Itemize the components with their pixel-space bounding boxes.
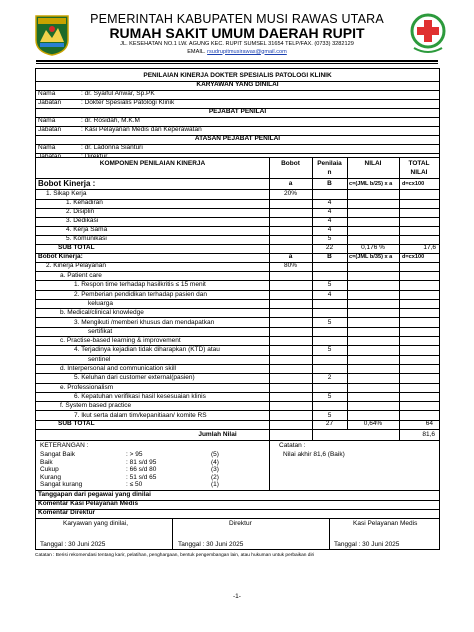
label: 2. Kinerja Pelayanan	[46, 262, 106, 269]
label: d. Interpersonal and communication skill	[60, 365, 176, 372]
legend-score: (3)	[211, 466, 219, 474]
header-rule-thin	[36, 63, 438, 64]
signer-kasi-date: Tanggal : 30 Juni 2025	[334, 541, 400, 548]
page-number: -1-	[233, 593, 241, 600]
label: Tanggapan dari pegawai yang dinilai	[38, 491, 151, 498]
label: f. System based practice	[60, 402, 132, 410]
label: SUB TOTAL	[58, 244, 95, 251]
label: e. Professionalism	[60, 383, 114, 391]
total: 64	[425, 420, 433, 427]
legend-label: Kurang	[40, 473, 61, 481]
legend-score: (2)	[211, 473, 219, 481]
formula-d: d=cx100	[402, 181, 425, 187]
score: 22	[325, 244, 334, 251]
formula-c: c=(JML b/25) x a	[349, 181, 393, 187]
col-divider	[172, 518, 173, 549]
label: Nama	[38, 144, 56, 151]
score: 27	[325, 420, 334, 427]
col-divider	[347, 158, 348, 429]
legend-label: Sangat Baik	[40, 451, 76, 458]
label: 5. Komunikasi	[66, 235, 107, 242]
value: : Dokter Spesialis Patologi Klinik	[81, 99, 175, 106]
total: 17,6	[423, 244, 436, 251]
legend-label: Sangat kurang	[40, 481, 83, 489]
col-divider	[312, 158, 313, 440]
col-bobot: Bobot	[281, 160, 300, 167]
letterhead	[0, 0, 474, 64]
label: sertifikat	[88, 327, 113, 335]
score	[312, 401, 347, 410]
label: 4. Kerja Sama	[66, 226, 108, 233]
score: 5	[327, 235, 332, 242]
score	[312, 308, 347, 317]
keterangan-label: KETERANGAN :	[40, 442, 89, 449]
label: 2. Disiplin	[66, 208, 95, 215]
col-penilaian-1: Penilaia	[317, 160, 342, 167]
score	[312, 336, 347, 345]
label: b. Medical/clinical knowledge	[60, 309, 144, 317]
email-label: EMAIL.	[187, 48, 208, 55]
score: 4	[327, 290, 332, 298]
nilai: 0,64%	[363, 420, 383, 427]
form-title-text: PENILAIAN KINERJA DOKTER SPESIALIS PATOLOGI KLINIK	[143, 72, 332, 79]
section-superior-text: ATASAN PEJABAT PENILAI	[194, 135, 281, 142]
label: Jumlah Nilai	[198, 431, 237, 438]
score: 5	[327, 281, 332, 289]
label: 7. Ikut serta dalam tim/kepanitiaan/ komite RS	[74, 411, 207, 419]
legend-label: Baik	[40, 458, 53, 466]
label: 1. Respon time terhadap hasilkritis ≤ 15 menit	[74, 281, 206, 289]
label: Komentar Kasi Pelayanan Medis	[38, 500, 139, 507]
label: 1. Sikap Kerja	[46, 190, 87, 197]
col-total-1: TOTAL	[408, 160, 430, 167]
col-penilaian-2: n	[327, 169, 332, 176]
bobot: 20%	[283, 190, 297, 197]
bobot-a: a	[288, 253, 293, 260]
col-nilai: NILAI	[364, 160, 382, 167]
label: 4. Terjadinya kejadian tidak diharapkan (KTD) atau	[74, 346, 220, 354]
legend-score: (5)	[211, 451, 219, 458]
signer-employee-date: Tanggal : 30 Juni 2025	[40, 541, 106, 548]
legend-range: : > 95	[126, 451, 143, 458]
label: Jabatan	[38, 153, 62, 160]
legend-range: : ≤ 50	[126, 481, 143, 489]
table-header-row	[36, 158, 439, 179]
col-divider	[329, 518, 330, 549]
score	[312, 364, 347, 373]
label: 1. Kehadiran	[66, 199, 103, 206]
col-komponen: KOMPONEN PENILAIAN KINERJA	[99, 160, 206, 167]
label: Jabatan	[38, 126, 62, 133]
label: Bobot Kinerja:	[38, 253, 83, 260]
score: 5	[327, 318, 332, 326]
value: : Kasi Pelayanan Medis dan Keperawatan	[81, 126, 202, 133]
legend-range: : 66 s/d 80	[126, 466, 157, 474]
signer-director-date: Tanggal : 30 Juni 2025	[178, 541, 244, 548]
formula-c: c=(JML b/35) x a	[349, 254, 393, 260]
bobot-b: B	[327, 180, 332, 187]
score: 5	[327, 411, 332, 419]
score: 5	[327, 392, 332, 400]
value: 81,6	[422, 431, 435, 438]
label: a. Patient care	[60, 272, 102, 279]
bobot-b: B	[327, 253, 332, 260]
legend-block	[36, 440, 439, 491]
signer-director-role: Direktur	[229, 520, 252, 527]
footnote: Catatan : Berisi rekomendasi tentang karir, pelatihan, penghargaan, bentuk pengembangan lain, atau hukuman untuk perbaikan diri	[35, 553, 315, 558]
legend-score: (4)	[211, 458, 219, 466]
score: 4	[327, 208, 332, 215]
gov-name: PEMERINTAH KABUPATEN MUSI RAWAS UTARA	[90, 12, 384, 26]
score: 4	[327, 217, 332, 224]
value: : dr. Syaiful Anwar, Sp.PK	[81, 90, 155, 97]
signer-kasi-role: Kasi Pelayanan Medis	[353, 520, 418, 527]
formula-d: d=cx100	[402, 254, 425, 260]
bobot-kinerja-row	[36, 179, 439, 190]
header-rule-thick	[36, 60, 438, 62]
score: 4	[327, 199, 332, 206]
value: : dr. Ladonna Sianturi	[81, 144, 143, 151]
label: c. Practise-based learning & improvement	[60, 337, 181, 345]
label: sentinel	[88, 355, 111, 363]
legend-range: : 51 s/d 65	[126, 473, 157, 481]
legend-range: : 81 s/d 95	[126, 458, 157, 466]
label: 5. Keluhan dari customer external(pasien)	[74, 374, 195, 382]
catatan-label: Catatan :	[279, 442, 306, 449]
col-divider	[269, 440, 270, 490]
label: keluarga	[88, 299, 113, 307]
catatan-value: Nilai akhir 81,6 (Baik)	[283, 451, 345, 458]
hospital-name: RUMAH SAKIT UMUM DAERAH RUPIT	[109, 25, 365, 41]
value: : Direktur	[81, 153, 108, 160]
score	[312, 327, 347, 336]
section-assessor-text: PEJABAT PENILAI	[208, 108, 267, 115]
bobot: 80%	[283, 262, 297, 269]
label: Bobot Kinerja :	[38, 179, 96, 188]
hospital-email-line	[0, 49, 474, 55]
label: Nama	[38, 117, 56, 124]
value: : dr. Rosidah, M.K.M	[81, 117, 140, 124]
legend-label: Cukup	[40, 466, 59, 474]
signature-block	[36, 518, 439, 549]
label: 3. Dedikasi	[66, 217, 99, 224]
score	[312, 299, 347, 308]
col-total-2: NILAI	[410, 169, 428, 176]
score	[312, 383, 347, 392]
assessment-form	[35, 68, 440, 550]
nilai: 0,176 %	[361, 244, 385, 251]
score: 4	[327, 226, 332, 233]
score	[312, 355, 347, 364]
hospital-address: JL. KESEHATAN NO.1 LW. AGUNG KEC. RUPIT SUMSEL 31654 TELP/FAX. (0733) 3282129	[120, 41, 354, 47]
email-link[interactable]: rsudrupitmusirawas@gmail.com	[207, 48, 287, 55]
label: 2. Pemberian pendidikan terhadap pasien dan	[74, 290, 207, 298]
signer-employee-role: Karyawan yang dinilai,	[63, 520, 129, 527]
score	[312, 271, 347, 280]
label: SUB TOTAL	[58, 420, 95, 427]
label: Nama	[38, 90, 56, 97]
score-table	[36, 157, 439, 468]
col-divider	[399, 158, 400, 440]
score: 5	[327, 346, 332, 354]
label: 3. Mengikuti /memberi khusus dan mendapatkan	[74, 318, 215, 326]
label: Jabatan	[38, 99, 62, 106]
label: 6. Kepatuhan verifikasi hasil kesesuaian klinis	[74, 392, 206, 400]
section-employee-text: KARYAWAN YANG DINILAI	[196, 81, 279, 88]
legend-score: (1)	[211, 481, 219, 489]
score: 2	[327, 374, 332, 382]
col-divider	[269, 158, 270, 440]
label: Komentar Direktur	[38, 509, 96, 516]
rsud-logo-icon	[409, 12, 447, 56]
bobot-a: a	[288, 180, 293, 187]
